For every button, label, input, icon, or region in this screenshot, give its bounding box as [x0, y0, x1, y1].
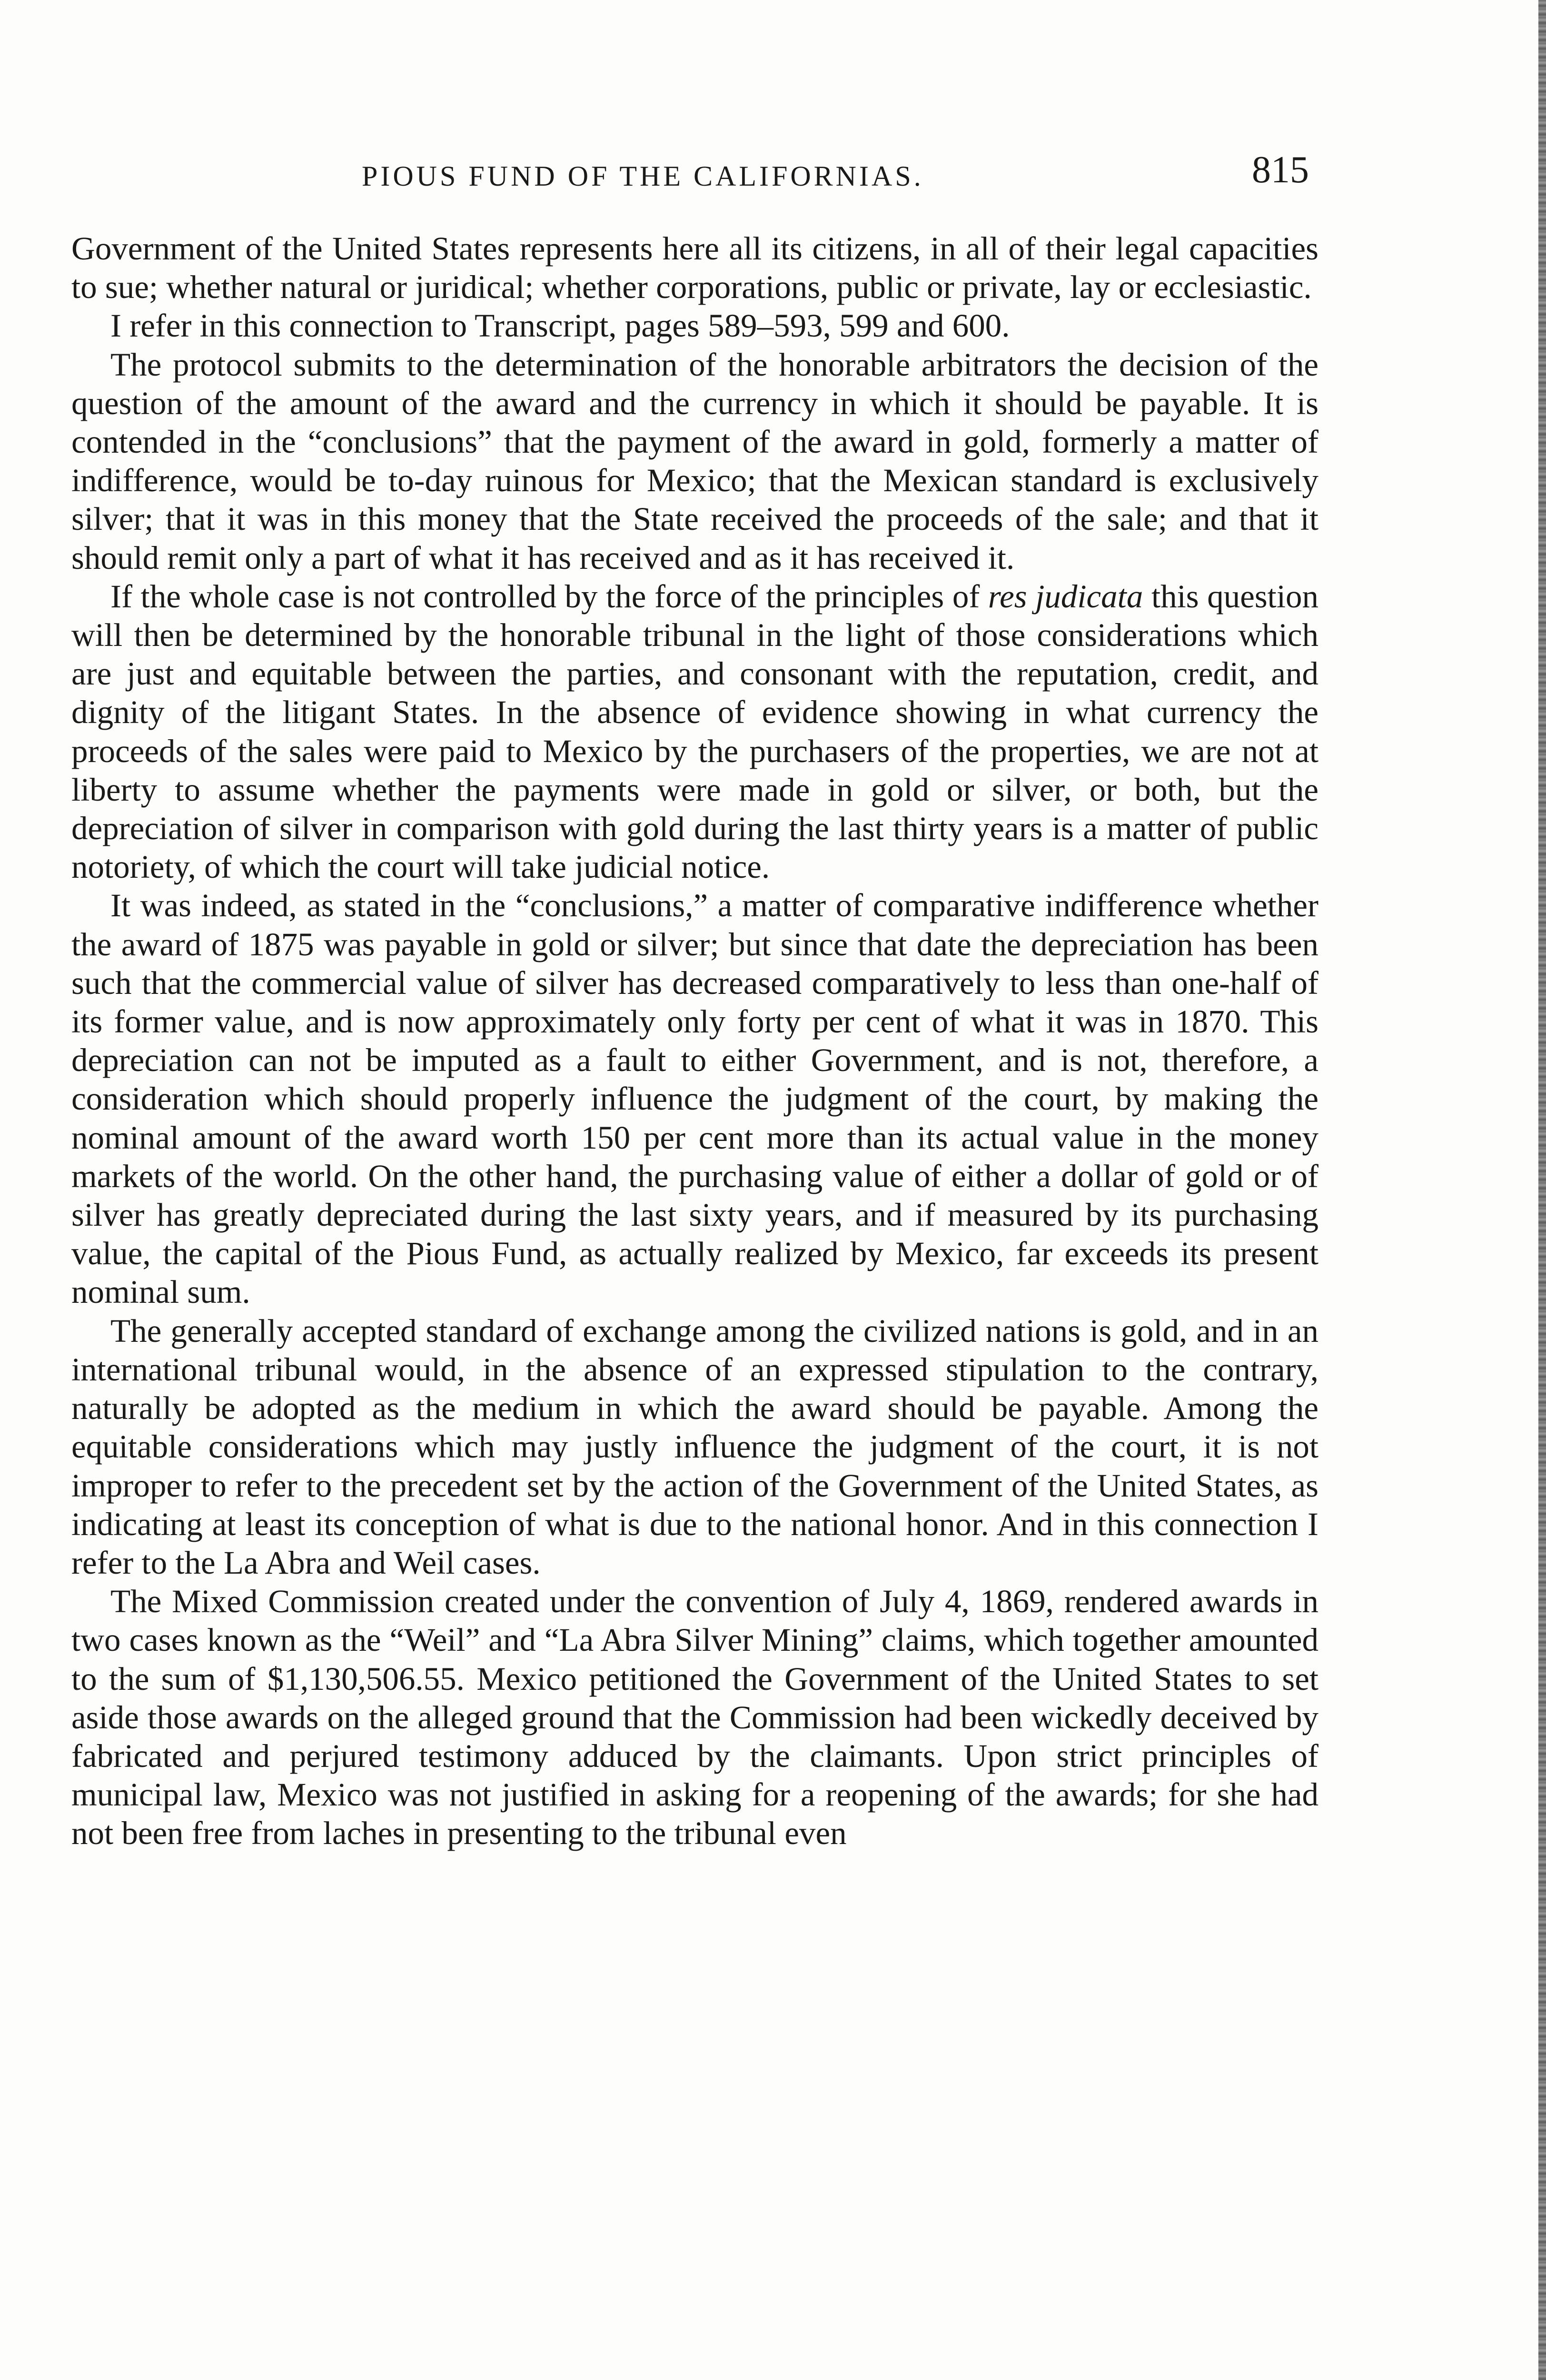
paragraph-protocol: The protocol submits to the determination of the honorable arbitrators the decision of the question of the amount of the award and the currency in which it should be payable. It is contended in the “conclusions” that the payment of the award in gold, formerly a matter of indifference, would be to-day ruinous for Mexico; that the Mexican standard is exclusively silver; that it was in this money that the State received the proceeds of the sale; and that it should remit only a part of what it has received and as it has received it. [71, 346, 1318, 576]
page-header [71, 143, 1309, 200]
paragraph-transcript-reference: I refer in this connection to Transcript, pages 589–593, 599 and 600. [110, 307, 1010, 344]
paragraph-gold-standard: The generally accepted standard of exchange among the civilized nations is gold, and in an international tribunal would, in the absence of an expressed stipulation to the contrary, naturally be adopted as the medium in which the award should be payable. Among the equitable considerations which may justly influence the judgment of the court, it is not improper to refer to the precedent set by the action of the Government of the United States, as indicating at least its conception of what is due to the national honor. And in this connection I refer to the La Abra and Weil cases. [71, 1312, 1318, 1581]
paragraph-res-judicata-rest: this question will then be determined by the honorable tribunal in the light of those considerations which are just and equitable between the parties, and consonant with the reputation, credit, and dignity of the litigant States. In the absence of evidence showing in what currency the proceeds of the sales were paid to Mexico by the purchasers of the properties, we are not at liberty to assume whether the payments were made in gold or silver, or both, but the depreciation of silver in comparison with gold during the last thirty years is a matter of public notoriety, of which the court will take judicial notice. [71, 578, 1319, 885]
running-head: PIOUS FUND OF THE CALIFORNIAS. [362, 160, 924, 192]
paragraph-depreciation: It was indeed, as stated in the “conclusions,” a matter of comparative indifference whether the award of 1875 was payable in gold or silver; but since that date the depreciation has been such that the commercial value of silver has decreased comparatively to less than one-half of its former value, and is now approximately only forty per cent of what it was in 1870. This depreciation can not be imputed as a fault to either Government, and is not, therefore, a consideration which should properly influence the judgment of the court, by making the nominal amount of the award worth 150 per cent more than its actual value in the money markets of the world. On the other hand, the purchasing value of either a dollar of gold or of silver has greatly depreciated during the last sixty years, and if measured by its purchasing value, the capital of the Pious Fund, as actually realized by Mexico, far exceeds its present nominal sum. [71, 887, 1318, 1310]
body-text [71, 229, 1318, 1853]
res-judicata-italic: res judicata [988, 578, 1143, 615]
paragraph-res-judicata [71, 577, 1318, 887]
paragraph-mixed-commission: The Mixed Commission created under the convention of July 4, 1869, rendered awards in two cases known as the “Weil” and “La Abra Silver Mining” claims, which together amounted to the sum of $1,130,506.55. Mexico petitioned the Government of the United States to set aside those awards on the alleged ground that the Commission had been wickedly deceived by fabricated and perjured testimony adduced by the claimants. Upon strict principles of municipal law, Mexico was not justified in asking for a reopening of the awards; for she had not been free from laches in presenting to the tribunal even [71, 1583, 1318, 1852]
paragraph-continuation: Government of the United States represents here all its citizens, in all of their legal capacities to sue; whether natural or juridical; whether corporations, public or private, lay or ecclesiastic. [71, 230, 1318, 306]
paragraph-res-judicata-lead: If the whole case is not controlled by the force of the principles of [110, 578, 980, 615]
page-edge-shadow [1538, 0, 1546, 2380]
page-number: 815 [1252, 149, 1309, 191]
